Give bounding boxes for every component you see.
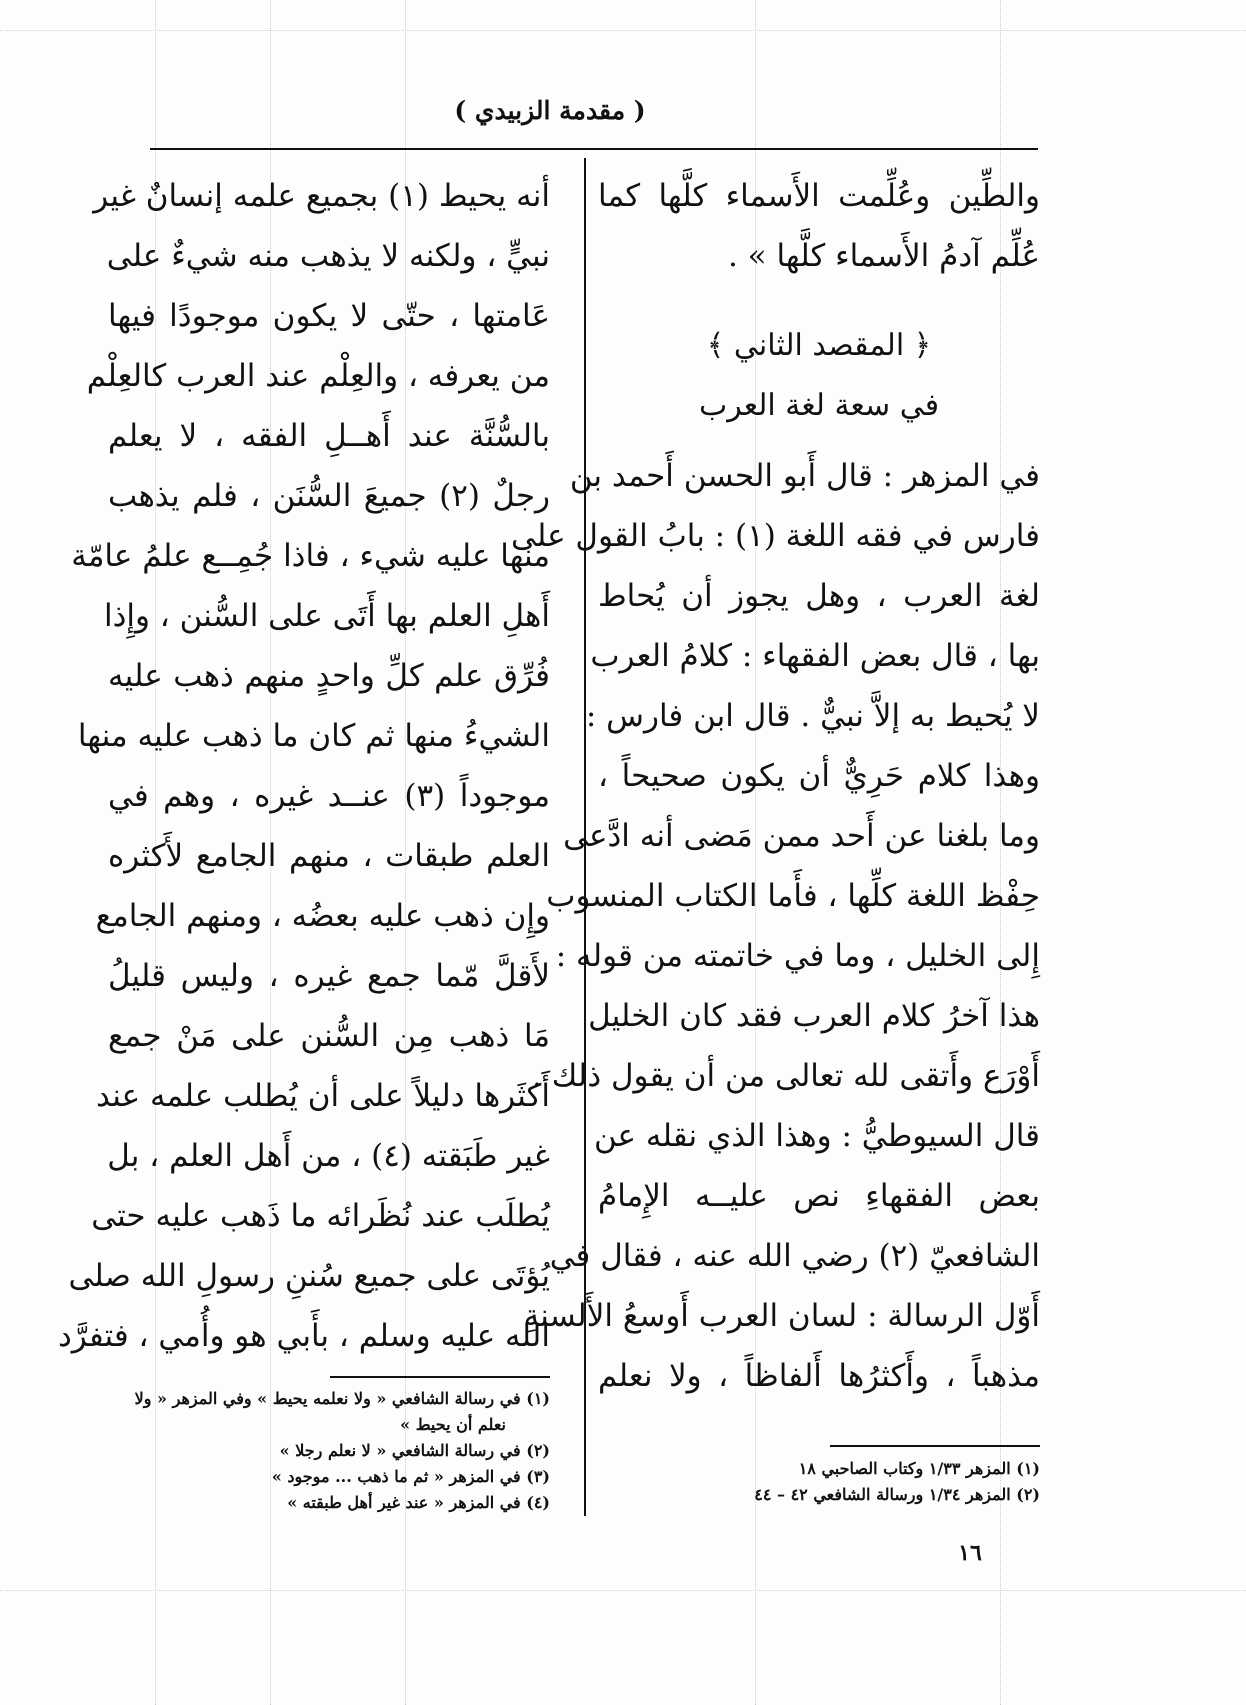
text-line: نبيٍّ ، ولكنه لا يذهب منه شيءٌ على bbox=[106, 238, 550, 274]
right-footnotes bbox=[610, 1456, 1040, 1508]
left-footnotes bbox=[90, 1386, 550, 1516]
text-line: أَهلِ العلم بها أَتَى على السُّنن ، وإِذا bbox=[103, 598, 550, 634]
footnote: (١) في رسالة الشافعي « ولا نعلمه يحيط » وفي المزهر « ولا bbox=[134, 1389, 550, 1408]
text-line: لأَقلَّ مّما جمع غيره ، وليس قليلُ bbox=[108, 958, 550, 994]
text-line: أَكثَرها دليلاً على أن يُطلب علمه عند bbox=[95, 1078, 550, 1114]
text-line: رجلٌ (٢) جميعَ السُّنَن ، فلم يذهب bbox=[108, 478, 551, 514]
text-line: مذهباً ، وأَكثرُها أَلفاظاً ، ولا نعلم bbox=[598, 1358, 1040, 1394]
scan-guide-line bbox=[0, 30, 1246, 31]
text-line: وإِن ذهب عليه بعضُه ، ومنهم الجامع bbox=[95, 898, 550, 934]
text-line: لغة العرب ، وهل يجوز أن يُحاط bbox=[598, 578, 1040, 614]
text-line: عَامتها ، حتّى لا يكون موجودًا فيها bbox=[108, 298, 550, 334]
left-column bbox=[57, 166, 551, 1366]
text-line: قال السيوطيُّ : وهذا الذي نقله عن bbox=[593, 1118, 1040, 1154]
text-line: حِفْظ اللغة كلِّها ، فأَما الكتاب المنسوب bbox=[546, 878, 1040, 914]
right-column bbox=[510, 166, 1040, 1406]
text-line: من يعرفه ، والعِلْم عند العرب كالعِلْم bbox=[86, 358, 550, 394]
footnote: (٤) في المزهر « عند غير أهل طبقته » bbox=[287, 1493, 550, 1512]
text-line: بالسُّنَّة عند أَهــلِ الفقه ، لا يعلم bbox=[108, 418, 550, 454]
text-line: إِلى الخليل ، وما في خاتمته من قوله : bbox=[555, 938, 1040, 974]
text-line: والطِّين وعُلِّمت الأَسماء كلَّها كما bbox=[598, 178, 1040, 214]
text-line: بها ، قال بعض الفقهاء : كلامُ العرب bbox=[590, 638, 1040, 674]
footnote: (١) المزهر ١/٣٣ وكتاب الصاحبي ١٨ bbox=[798, 1459, 1040, 1478]
text-line: وهذا كلام حَرِيٌّ أن يكون صحيحاً ، bbox=[598, 758, 1040, 794]
footnote-rule bbox=[830, 1445, 1040, 1447]
section-heading: ﴿ المقصد الثاني ﴾ bbox=[706, 328, 932, 363]
text-line: أَوّل الرسالة : لسان العرب أَوسعُ الأَلسنةِ bbox=[523, 1298, 1040, 1334]
text-line: بعض الفقهاءِ نص عليــه الإِمامُ bbox=[598, 1178, 1040, 1214]
text-line: مَا ذهب مِن السُّنن على مَنْ جمع bbox=[108, 1018, 550, 1054]
footnote-continuation: نعلم أن يحيط » bbox=[400, 1415, 506, 1434]
text-line: منها عليه شيء ، فاذا جُمِــع علمُ عامّة bbox=[71, 538, 550, 574]
text-line: فُرِّق علم كلِّ واحدٍ منهم ذهب عليه bbox=[108, 658, 550, 694]
text-line: لا يُحيط به إلاَّ نبيٌّ . قال ابن فارس : bbox=[585, 698, 1040, 734]
section-subheading: في سعة لغة العرب bbox=[698, 388, 940, 423]
text-line: العلم طبقات ، منهم الجامع لأَكثره bbox=[108, 838, 550, 874]
footnote-rule bbox=[330, 1376, 550, 1378]
text-line: في المزهر : قال أَبو الحسن أَحمد بن bbox=[569, 458, 1040, 494]
running-head: ( مقدمة الزبيدي ) bbox=[454, 96, 646, 125]
text-line: يُؤتَى على جميع سُننِ رسولِ الله صلى bbox=[68, 1258, 550, 1294]
footnote: (٣) في المزهر « ثم ما ذهب ... موجود » bbox=[271, 1467, 550, 1486]
text-line: أَوْرَع وأَتقى لله تعالى من أن يقول ذلك . bbox=[532, 1058, 1040, 1094]
text-line: فارس في فقه اللغة (١) : بابُ القول على bbox=[510, 518, 1040, 554]
footnote: (٢) المزهر ١/٣٤ ورسالة الشافعي ٤٢ – ٤٤ bbox=[754, 1485, 1040, 1504]
text-line: الله عليه وسلم ، بأَبي هو وأُمي ، فتفرَّد bbox=[57, 1318, 550, 1354]
text-line: غير طَبَقته (٤) ، من أَهل العلم ، بل bbox=[107, 1138, 550, 1174]
text-line: هذا آخرُ كلام العرب فقد كان الخليل bbox=[588, 998, 1040, 1034]
text-line: موجوداً (٣) عنــد غيره ، وهم في bbox=[108, 778, 550, 814]
page-number: ١٦ bbox=[958, 1540, 982, 1566]
scan-guide-line bbox=[0, 1590, 1246, 1591]
text-line: وما بلغنا عن أَحد ممن مَضى أنه ادَّعى bbox=[563, 818, 1040, 854]
text-line: يُطلَب عند نُظَرائه ما ذَهب عليه حتى bbox=[91, 1198, 550, 1234]
text-line: أنه يحيط (١) بجميع علمه إنسانٌ غير bbox=[93, 178, 550, 214]
footnote: (٢) في رسالة الشافعي « لا نعلم رجلا » bbox=[279, 1441, 550, 1460]
text-line: الشافعيّ (٢) رضي الله عنه ، فقال في bbox=[549, 1238, 1040, 1274]
text-line: عُلِّم آدمُ الأَسماء كلَّها » . bbox=[727, 238, 1040, 274]
header-rule bbox=[150, 148, 1038, 150]
text-line: الشيءُ منها ثم كان ما ذهب عليه منها bbox=[77, 718, 550, 754]
